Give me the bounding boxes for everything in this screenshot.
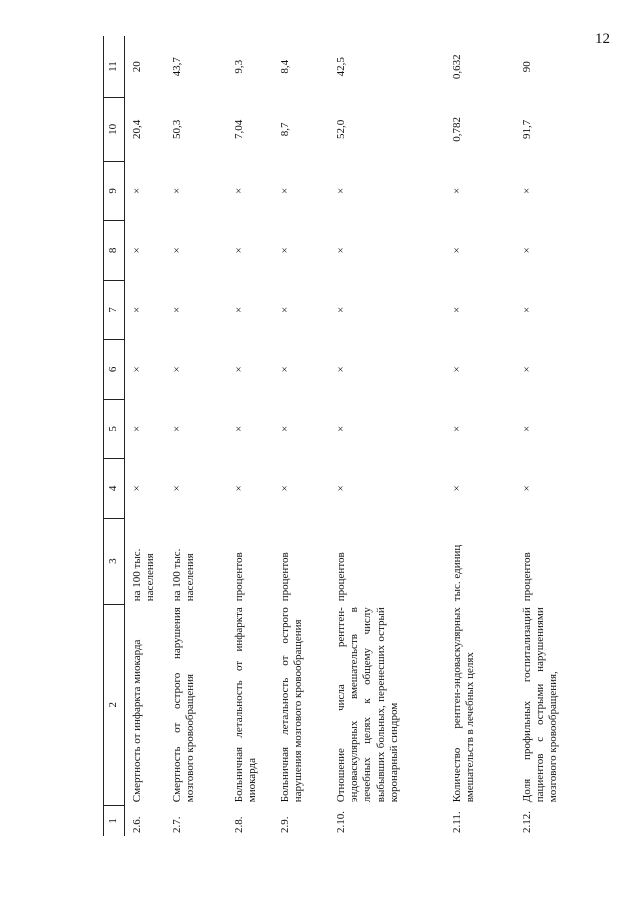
- header-cell: 3: [104, 518, 125, 604]
- mark-cell: ×: [450, 485, 463, 492]
- mark-cell: ×: [334, 366, 347, 373]
- header-cell: 11: [104, 36, 125, 98]
- mark-cell: ×: [278, 485, 291, 492]
- mark-cell: ×: [170, 485, 183, 492]
- value-col-11: 43,7: [170, 57, 183, 77]
- indicators-table: [103, 36, 565, 836]
- value-col-10: 0,782: [450, 117, 463, 142]
- header-cell: 5: [104, 399, 125, 458]
- row-number: 2.11.: [450, 811, 463, 833]
- table-row: [125, 36, 165, 836]
- mark-cell: ×: [232, 425, 245, 432]
- mark-cell: ×: [334, 485, 347, 492]
- table-header: [104, 36, 125, 836]
- header-cell: 9: [104, 161, 125, 220]
- mark-cell: ×: [334, 187, 347, 195]
- mark-cell: ×: [520, 247, 533, 254]
- mark-cell: ×: [334, 247, 347, 254]
- unit-cell: на 100 тыс. населения: [131, 548, 157, 602]
- mark-cell: ×: [278, 366, 291, 373]
- mark-cell: ×: [520, 306, 533, 313]
- mark-cell: ×: [450, 247, 463, 254]
- table-row: [227, 36, 273, 836]
- mark-cell: ×: [520, 485, 533, 492]
- unit-cell: на 100 тыс. населения: [170, 548, 196, 602]
- rotated-table-sheet: [103, 36, 560, 836]
- value-col-11: 90: [520, 61, 533, 73]
- mark-cell: ×: [170, 306, 183, 313]
- mark-cell: ×: [131, 366, 143, 373]
- header-cell: 2: [104, 604, 125, 805]
- mark-cell: ×: [232, 187, 245, 195]
- header-cell: 6: [104, 340, 125, 399]
- row-number: 2.12.: [520, 811, 533, 833]
- mark-cell: ×: [334, 425, 347, 432]
- mark-cell: ×: [520, 366, 533, 373]
- indicator-name: Больничная летальность от острого нарушения мозгового кровообращения: [278, 607, 304, 803]
- mark-cell: ×: [278, 425, 291, 432]
- table-body: [125, 36, 565, 836]
- mark-cell: ×: [232, 306, 245, 313]
- unit-cell: процентов: [334, 552, 347, 602]
- indicator-name: Количество рентген-эндоваскулярных вмешательств в лечебных целях: [450, 607, 476, 803]
- header-cell: 1: [104, 805, 125, 836]
- mark-cell: ×: [131, 187, 143, 195]
- indicator-name: Смертность от инфаркта миокарда: [131, 639, 143, 803]
- mark-cell: ×: [520, 425, 533, 432]
- mark-cell: ×: [232, 485, 245, 492]
- unit-cell: процентов: [520, 552, 533, 602]
- value-col-10: 8,7: [278, 122, 291, 137]
- mark-cell: ×: [450, 366, 463, 373]
- mark-cell: ×: [278, 247, 291, 254]
- table-row: [515, 36, 565, 836]
- indicator-name: Смертность от острого нарушения мозгового кровообращения: [170, 607, 196, 803]
- value-col-11: 42,5: [334, 57, 347, 77]
- value-col-11: 20: [131, 61, 143, 73]
- table-row: [165, 36, 227, 836]
- mark-cell: ×: [450, 306, 463, 313]
- unit-cell: процентов: [278, 552, 291, 602]
- indicator-name: Доля профильных госпитализаций пациентов с острыми нарушениями мозгового кровообращения,: [520, 607, 560, 803]
- value-col-10: 52,0: [334, 119, 347, 140]
- mark-cell: ×: [278, 306, 291, 313]
- row-number: 2.10.: [334, 811, 347, 833]
- header-row: [104, 36, 125, 836]
- mark-cell: ×: [450, 425, 463, 432]
- value-col-10: 50,3: [170, 119, 183, 140]
- row-number: 2.9.: [278, 816, 291, 833]
- header-cell: 10: [104, 98, 125, 162]
- mark-cell: ×: [131, 425, 143, 432]
- table-row: [329, 36, 445, 836]
- mark-cell: ×: [170, 247, 183, 254]
- mark-cell: ×: [131, 485, 143, 492]
- indicator-name: Больничная летальность от инфаркта миокарда: [232, 607, 258, 803]
- mark-cell: ×: [170, 187, 183, 195]
- header-cell: 8: [104, 221, 125, 280]
- value-col-11: 0,632: [450, 54, 463, 80]
- row-number: 2.6.: [131, 816, 143, 833]
- indicator-name: Отношение числа рентген-эндоваскулярных вмешательств в лечебных целях к общему числу выбывших больных, перенесших острый коронарный синдром: [334, 607, 401, 803]
- unit-cell: процентов: [232, 552, 245, 602]
- header-cell: 4: [104, 459, 125, 518]
- page-number: 12: [595, 31, 610, 47]
- unit-cell: тыс. единиц: [450, 544, 463, 602]
- mark-cell: ×: [170, 366, 183, 373]
- table-row: [445, 36, 515, 836]
- value-col-10: 91,7: [520, 119, 533, 140]
- mark-cell: ×: [170, 425, 183, 432]
- value-col-10: 7,04: [232, 119, 245, 140]
- mark-cell: ×: [232, 247, 245, 254]
- mark-cell: ×: [131, 247, 143, 254]
- value-col-11: 8,4: [278, 59, 291, 74]
- mark-cell: ×: [450, 187, 463, 195]
- value-col-10: 20,4: [131, 119, 143, 140]
- row-number: 2.7.: [170, 816, 183, 833]
- mark-cell: ×: [278, 187, 291, 195]
- header-cell: 7: [104, 280, 125, 339]
- value-col-11: 9,3: [232, 59, 245, 74]
- table-row: [273, 36, 329, 836]
- mark-cell: ×: [232, 366, 245, 373]
- mark-cell: ×: [520, 187, 533, 195]
- mark-cell: ×: [334, 306, 347, 313]
- row-number: 2.8.: [232, 816, 245, 833]
- mark-cell: ×: [131, 306, 143, 313]
